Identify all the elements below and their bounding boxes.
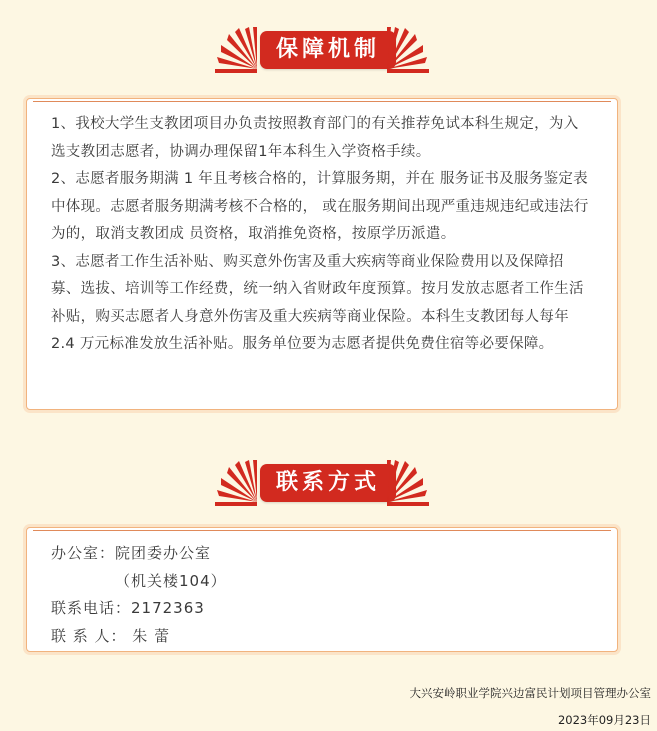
- contact-office: 办公室：院团委办公室: [51, 544, 212, 562]
- guarantee-paragraph-1: 1、我校大学生支教团项目办负责按照教育部门的有关推荐免试本科生规定，为入选支教团志愿者，协调办理保留1年本科生入学资格手续。: [51, 116, 579, 160]
- decorative-fan-right-icon: [387, 27, 429, 73]
- section-header-contact: [0, 458, 657, 508]
- guarantee-paragraph-3: 3、志愿者工作生活补贴、购买意外伤害及重大疾病等商业保险费用以及保障招募、选拔、培训等工作经费，统一纳入省财政年度预算。按月发放志愿者工作生活补贴，购买志愿者人身意外伤害及重大疾病等商业保险。本科生支教团每人每年 2.4 万元标准发放生活补贴。服务单位要为志愿者提供免费住宿等必要保障。: [51, 253, 584, 352]
- contact-building: （机关楼104）: [115, 571, 227, 590]
- section-title: 联系方式: [260, 464, 396, 502]
- guarantee-paragraph-2: 2、志愿者服务期满 1 年且考核合格的，计算服务期，并在 服务证书及服务鉴定表中体现。志愿者服务期满考核不合格的， 或在服务期间出现严重违规违纪或违法行为的，取消支教团成 员资格，取消推免资格，按原学历派遣。: [51, 171, 589, 242]
- contact-card: [26, 527, 618, 652]
- contact-phone: 联系电话：2172363: [51, 599, 205, 617]
- footer-date: 2023年09月23日: [557, 713, 651, 727]
- footer-organization: 大兴安岭职业学院兴边富民计划项目管理办公室: [409, 686, 651, 700]
- decorative-fan-left-icon: [215, 27, 257, 73]
- decorative-fan-right-icon: [387, 460, 429, 506]
- guarantee-card: [26, 98, 618, 410]
- section-header-guarantee: [0, 25, 657, 75]
- section-title: 保障机制: [260, 31, 396, 69]
- decorative-fan-left-icon: [215, 460, 257, 506]
- contact-person: 联 系 人： 朱 蕾: [51, 626, 171, 645]
